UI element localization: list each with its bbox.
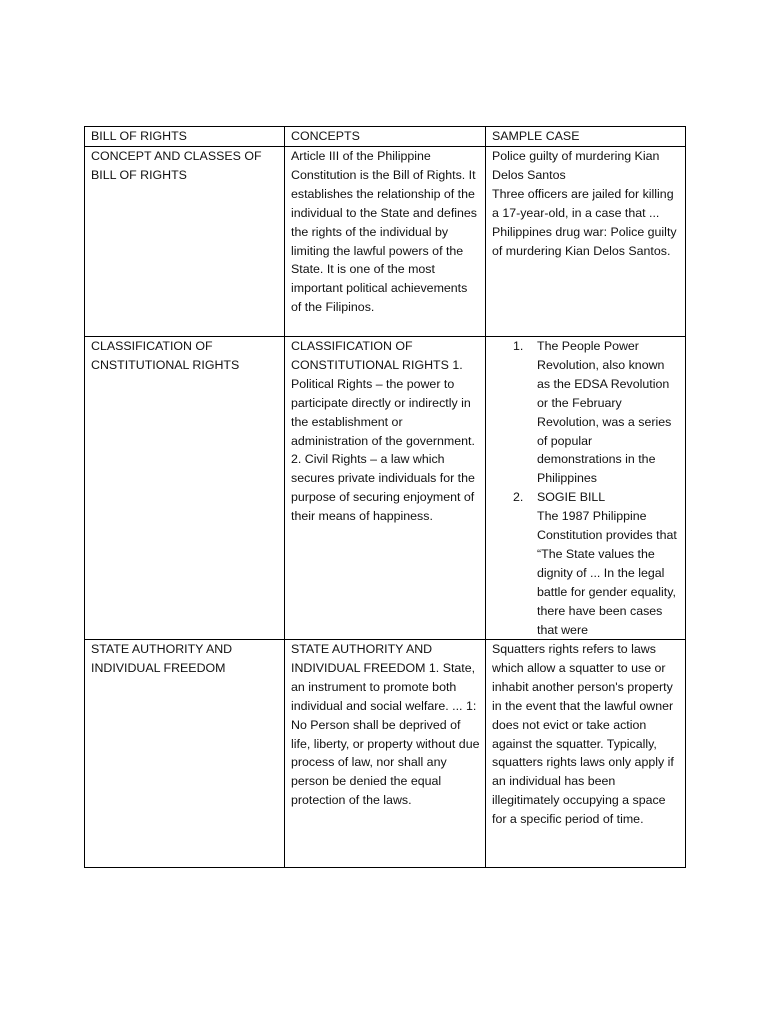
concept-cell: Article III of the Philippine Constitution is the Bill of Rights. It establishes the relationship of the individual to the State and defines the rights of the individual by limiting the lawful powers of the State. It is one of the most important political achievements of the Filipinos. (285, 147, 486, 337)
concept-cell: STATE AUTHORITY AND INDIVIDUAL FREEDOM 1. State, an instrument to promote both individual and social welfare. ... 1: No Person shall be deprived of life, liberty, or property without due process of law, nor shall any person be denied the equal protection of the laws. (285, 640, 486, 868)
sample-case-list (492, 337, 680, 639)
list-item (492, 488, 680, 639)
sample-case-line: Three officers are jailed for killing a 17-year-old, in a case that ... Philippines drug war: Police guilty of murdering Kian Delos Santos. (492, 186, 677, 258)
concept-cell: CLASSIFICATION OF CONSTITUTIONAL RIGHTS 1. Political Rights – the power to participate directly or indirectly in the establishment or administration of the government. 2. Civil Rights – a law which secures private individuals for the purpose of securing enjoyment of their means of happiness. (285, 337, 486, 640)
table-row (85, 147, 686, 337)
header-sample-case: SAMPLE CASE (486, 127, 686, 147)
list-item-body: The 1987 Philippine Constitution provides that “The State values the dignity of ... In the legal battle for gender equality, there have been cases that were (537, 509, 677, 637)
list-item-title: The People Power Revolution, also known as the EDSA Revolution or the February Revolution, was a series of popular demonstrations in the Philippines (537, 339, 672, 486)
list-item-title: SOGIE BILL (537, 490, 606, 505)
topic-cell: STATE AUTHORITY AND INDIVIDUAL FREEDOM (85, 640, 285, 868)
table-row (85, 337, 686, 640)
table-row (85, 640, 686, 868)
bill-of-rights-table (84, 126, 686, 868)
sample-case-cell: Squatters rights refers to laws which allow a squatter to use or inhabit another person's property in the event that the lawful owner does not evict or take action against the squatter. Typically, squatters rights laws only apply if an individual has been illegitimately occupying a space for a specific period of time. (486, 640, 686, 868)
header-bill-of-rights: BILL OF RIGHTS (85, 127, 285, 147)
topic-cell: CONCEPT AND CLASSES OF BILL OF RIGHTS (85, 147, 285, 337)
sample-case-cell (486, 337, 686, 640)
table-header-row (85, 127, 686, 147)
sample-case-cell (486, 147, 686, 337)
header-concepts: CONCEPTS (285, 127, 486, 147)
sample-case-line: Police guilty of murdering Kian Delos Santos (492, 149, 660, 182)
list-number: 2. (513, 490, 524, 505)
topic-cell: CLASSIFICATION OF CNSTITUTIONAL RIGHTS (85, 337, 285, 640)
list-number: 1. (513, 339, 524, 353)
list-item (492, 337, 680, 488)
